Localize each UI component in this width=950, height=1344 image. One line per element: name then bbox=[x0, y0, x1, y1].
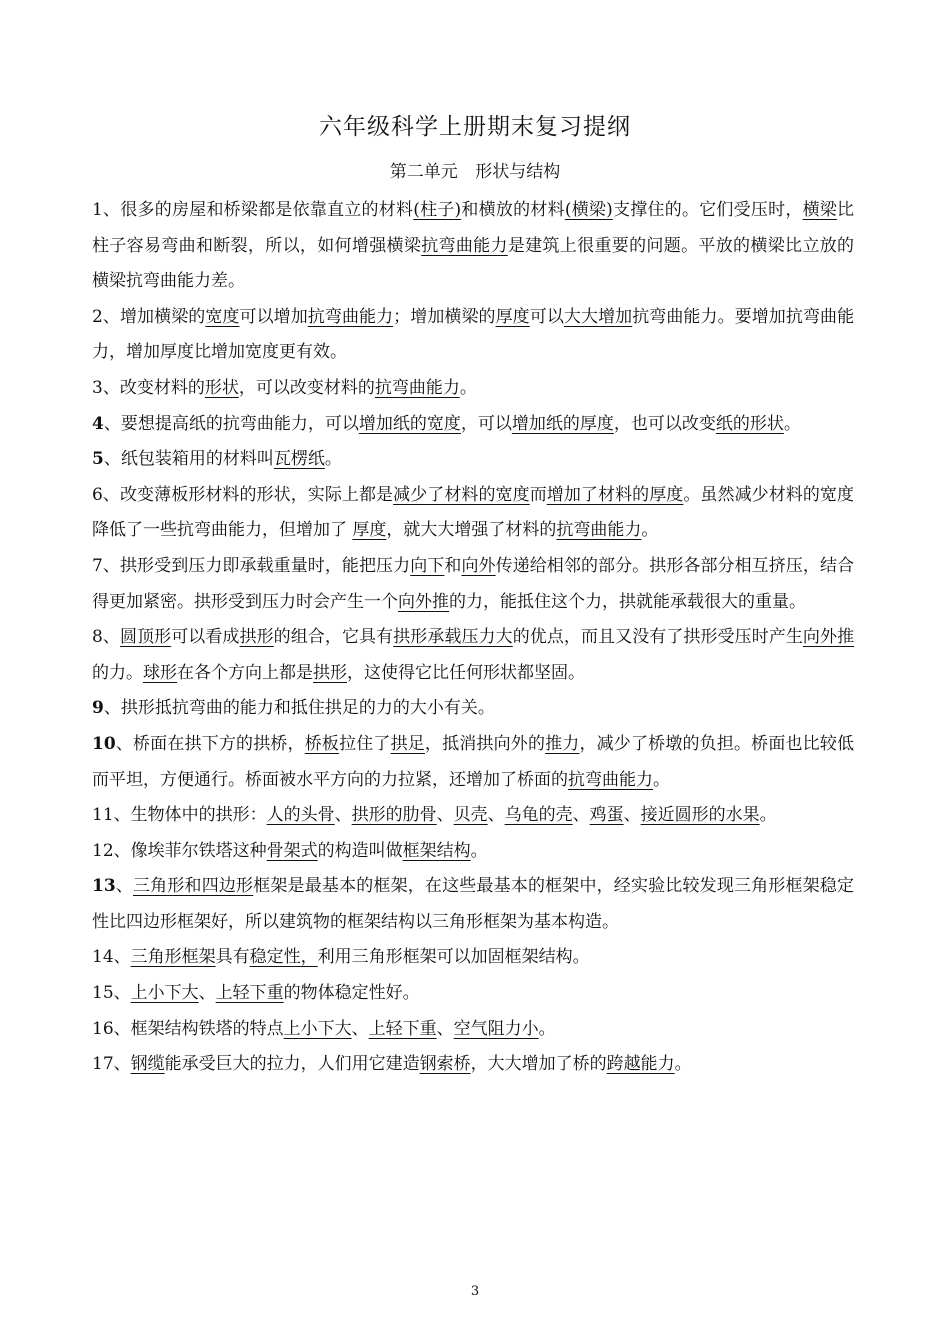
underlined-keyword: 上轻下重 bbox=[215, 983, 284, 1004]
item-number: 3 bbox=[92, 377, 103, 398]
item-text: 、 bbox=[334, 805, 352, 826]
item-text: ，这使得它比任何形状都坚固。 bbox=[347, 662, 585, 683]
underlined-keyword: 桥板 bbox=[304, 733, 340, 754]
outline-item bbox=[92, 691, 854, 727]
item-text: 、 bbox=[572, 805, 590, 826]
item-text: 支撑住的。它们受压时， bbox=[612, 200, 803, 220]
item-text: ，可以改变材料的 bbox=[238, 377, 375, 398]
item-text: 拉住了 bbox=[339, 733, 391, 754]
item-text: 的力，能抵住这个力，拱就能承载很大的重量。 bbox=[449, 591, 806, 612]
unit-number: 第二单元 bbox=[389, 162, 458, 182]
page-number: 3 bbox=[470, 1284, 480, 1299]
item-number: 13 bbox=[92, 876, 116, 897]
item-text: 和 bbox=[444, 555, 462, 576]
item-text: 、 bbox=[436, 805, 454, 826]
underlined-keyword: 拱形承载压力大 bbox=[393, 627, 513, 648]
item-text: ，可以 bbox=[460, 413, 512, 434]
item-text: 可以看成 bbox=[171, 627, 240, 648]
underlined-keyword: 横梁 bbox=[802, 200, 838, 220]
item-text: 。 bbox=[783, 413, 801, 434]
item-text: 框架是最基本的框架，在这些最基本的框架中，经实验比较发现三角形框架稳定性比四边形框架好，所以建筑物的框架结构以三角形框架为基本构造。 bbox=[92, 876, 855, 932]
item-text: 可以 bbox=[529, 306, 564, 327]
underlined-keyword: 向外推 bbox=[398, 591, 449, 612]
outline-item bbox=[92, 442, 854, 478]
item-text: ，就大大增强了材料的 bbox=[386, 520, 557, 541]
item-text: ，减少了桥墩的负担。桥面也比较低而平坦，方便通行。桥面被水平方向的力拉紧，还增加了桥面的 bbox=[92, 733, 855, 790]
item-number: 4 bbox=[92, 413, 104, 434]
item-number: 5 bbox=[92, 449, 104, 470]
underlined-keyword: 抗弯曲能力 bbox=[568, 769, 653, 790]
item-text: 。 bbox=[674, 1054, 692, 1075]
item-text: 。 bbox=[653, 769, 670, 790]
underlined-keyword: (横梁) bbox=[564, 200, 613, 220]
item-text: 。 bbox=[641, 520, 659, 541]
outline-item bbox=[92, 407, 854, 443]
underlined-keyword: 抗弯曲能力 bbox=[556, 520, 642, 541]
underlined-keyword: 推力 bbox=[545, 733, 580, 754]
item-text: 、 bbox=[198, 983, 216, 1004]
outline-item bbox=[92, 976, 854, 1012]
item-text: ；增加横梁的 bbox=[393, 306, 496, 327]
item-text: 利用三角形框架可以加固框架结构。 bbox=[317, 947, 590, 968]
item-text: 的构造叫做 bbox=[317, 840, 403, 861]
item-text: 、改变薄板形材料的形状，实际上都是 bbox=[102, 484, 394, 505]
item-number: 9 bbox=[92, 698, 104, 719]
underlined-keyword: 上小下大 bbox=[130, 983, 199, 1004]
outline-item bbox=[92, 940, 854, 976]
underlined-keyword: 跨越能力 bbox=[606, 1054, 675, 1075]
item-number: 11 bbox=[92, 805, 114, 826]
underlined-keyword: 三角形框架 bbox=[130, 947, 216, 968]
underlined-keyword: 抗弯曲能力 bbox=[421, 235, 508, 256]
item-text: 、 bbox=[487, 805, 505, 826]
item-text: 、纸包装箱用的材料叫 bbox=[103, 449, 274, 470]
outline-body bbox=[92, 193, 854, 1083]
item-text: 、 bbox=[115, 876, 134, 897]
underlined-keyword: 球形 bbox=[143, 662, 177, 683]
underlined-keyword: 拱形的肋骨 bbox=[351, 805, 437, 826]
underlined-keyword: 空气阻力小 bbox=[453, 1018, 539, 1039]
item-text: 、增加横梁的 bbox=[102, 306, 206, 327]
underlined-keyword: 增加纸的厚度 bbox=[511, 413, 614, 434]
underlined-keyword: 抗弯曲能力 bbox=[307, 306, 394, 327]
item-number: 10 bbox=[92, 733, 116, 754]
item-number: 8 bbox=[92, 627, 103, 648]
underlined-keyword: 贝壳 bbox=[453, 805, 488, 826]
underlined-keyword: 上小下大 bbox=[283, 1018, 352, 1039]
item-text: 比柱子容易弯曲和断裂，所以，如何增强横梁 bbox=[92, 200, 855, 256]
item-text: 的物体稳定性好。 bbox=[283, 983, 420, 1004]
item-text: 、桥面在拱下方的拱桥， bbox=[115, 733, 305, 754]
item-number: 16 bbox=[92, 1018, 114, 1039]
underlined-keyword: 向下 bbox=[410, 555, 445, 576]
item-text: 。 bbox=[459, 377, 477, 398]
underlined-keyword: 向外 bbox=[461, 555, 496, 576]
underlined-keyword: 乌龟的壳 bbox=[504, 805, 573, 826]
underlined-keyword: 厚度 bbox=[352, 520, 387, 541]
underlined-keyword: 厚度 bbox=[495, 306, 530, 327]
underlined-keyword: 抗弯曲能力 bbox=[374, 377, 460, 398]
item-text: 、 bbox=[113, 983, 131, 1004]
item-text: 、很多的房屋和桥梁都是依靠直立的材料 bbox=[102, 200, 414, 220]
item-text: 能承受巨大的拉力，人们用它建造 bbox=[164, 1054, 420, 1075]
underlined-keyword: 增加了材料的厚度 bbox=[546, 484, 684, 505]
outline-item bbox=[92, 1012, 854, 1048]
outline-item bbox=[92, 620, 854, 691]
underlined-keyword: 骨架式 bbox=[266, 840, 318, 861]
item-number: 6 bbox=[92, 484, 103, 505]
item-number: 7 bbox=[92, 555, 103, 576]
item-text: 而 bbox=[529, 484, 547, 505]
item-number: 14 bbox=[92, 947, 114, 968]
outline-item bbox=[92, 193, 854, 300]
outline-item bbox=[92, 371, 854, 407]
item-text: 、 bbox=[102, 627, 120, 648]
item-text: ，抵消拱向外的 bbox=[424, 733, 546, 754]
outline-item bbox=[92, 834, 854, 870]
underlined-keyword: 拱形 bbox=[313, 662, 347, 683]
item-number: 15 bbox=[92, 983, 114, 1004]
underlined-keyword: 鸡蛋 bbox=[589, 805, 624, 826]
item-text: 。 bbox=[538, 1018, 556, 1039]
outline-item bbox=[92, 478, 854, 549]
item-text: 抗弯曲能力。要增加抗弯曲能力，增加厚度比增加宽度更有效。 bbox=[92, 306, 855, 363]
underlined-keyword: 向外推 bbox=[802, 627, 855, 648]
underlined-keyword: 接近圆形的水果 bbox=[640, 805, 760, 826]
underlined-keyword: 拱形 bbox=[239, 627, 274, 648]
outline-item bbox=[92, 1047, 854, 1083]
underlined-keyword: 拱足 bbox=[390, 733, 425, 754]
unit-heading bbox=[0, 157, 950, 182]
underlined-keyword: 大大增加 bbox=[563, 306, 633, 327]
item-text: ，也可以改变 bbox=[613, 413, 716, 434]
item-text: 、框架结构铁塔的特点 bbox=[113, 1018, 284, 1039]
underlined-keyword: 减少了材料的宽度 bbox=[393, 484, 530, 505]
underlined-keyword: 形状 bbox=[204, 377, 239, 398]
underlined-keyword: 稳定性， bbox=[249, 947, 318, 968]
outline-item bbox=[92, 869, 854, 940]
item-text: 。 bbox=[470, 840, 488, 861]
item-text: 的力。 bbox=[92, 662, 143, 683]
item-number: 1 bbox=[92, 200, 103, 220]
item-text: 传递给相邻的部分。拱形各部分相互挤压，结合得更加紧密。拱形受到压力时会产生一个 bbox=[92, 555, 855, 612]
unit-name: 形状与结构 bbox=[475, 162, 561, 182]
item-number: 12 bbox=[92, 840, 114, 861]
item-text: 、 bbox=[623, 805, 641, 826]
underlined-keyword: 瓦楞纸 bbox=[273, 449, 325, 470]
item-text: 和横放的材料 bbox=[461, 200, 565, 220]
item-text: 。 bbox=[759, 805, 777, 826]
item-text: 、要想提高纸的抗弯曲能力，可以 bbox=[103, 413, 359, 434]
underlined-keyword: 圆顶形 bbox=[119, 627, 172, 648]
item-text: 、 bbox=[113, 1054, 131, 1075]
item-text: 、拱形抵抗弯曲的能力和抵住拱足的力的大小有关。 bbox=[103, 698, 495, 719]
underlined-keyword: 纸的形状 bbox=[715, 413, 784, 434]
item-text: 、生物体中的拱形： bbox=[113, 805, 267, 826]
item-number: 17 bbox=[92, 1054, 114, 1075]
item-text: ，大大增加了桥的 bbox=[470, 1054, 607, 1075]
outline-item bbox=[92, 300, 854, 371]
underlined-keyword: 钢索桥 bbox=[419, 1054, 471, 1075]
underlined-keyword: 框架结构 bbox=[402, 840, 471, 861]
page-title: 六年级科学上册期末复习提纲 bbox=[319, 114, 631, 140]
underlined-keyword: 人的头骨 bbox=[266, 805, 335, 826]
item-text: 、拱形受到压力即承载重量时，能把压力 bbox=[102, 555, 411, 576]
item-text: 的优点，而且又没有了拱形受压时产生 bbox=[512, 627, 803, 648]
underlined-keyword: 三角形和四边形 bbox=[133, 876, 254, 897]
outline-item bbox=[92, 798, 854, 834]
item-text: 、改变材料的 bbox=[102, 377, 205, 398]
outline-item bbox=[92, 549, 854, 620]
underlined-keyword: 钢缆 bbox=[130, 1054, 165, 1075]
item-text: 。 bbox=[324, 449, 342, 470]
item-text: 、 bbox=[351, 1018, 369, 1039]
underlined-keyword: 宽度 bbox=[205, 306, 240, 327]
underlined-keyword: 增加纸的宽度 bbox=[358, 413, 461, 434]
outline-item bbox=[92, 727, 854, 798]
underlined-keyword: 上轻下重 bbox=[368, 1018, 437, 1039]
item-text: 、像埃菲尔铁塔这种 bbox=[113, 840, 267, 861]
item-text: 具有 bbox=[215, 947, 250, 968]
item-text: 在各个方向上都是 bbox=[177, 662, 313, 683]
item-text: 。虽然减少材料的宽度降低了一些抗弯曲能力，但增加了 bbox=[92, 484, 855, 541]
item-text: 、 bbox=[113, 947, 131, 968]
item-text: 是建筑上很重要的问题。平放的横梁比立放的横梁抗弯曲能力差。 bbox=[92, 235, 855, 292]
underlined-keyword: (柱子) bbox=[413, 200, 462, 220]
item-text: 可以增加 bbox=[239, 306, 308, 327]
item-text: 、 bbox=[436, 1018, 454, 1039]
item-text: 的组合，它具有 bbox=[273, 627, 394, 648]
item-number: 2 bbox=[92, 306, 103, 327]
